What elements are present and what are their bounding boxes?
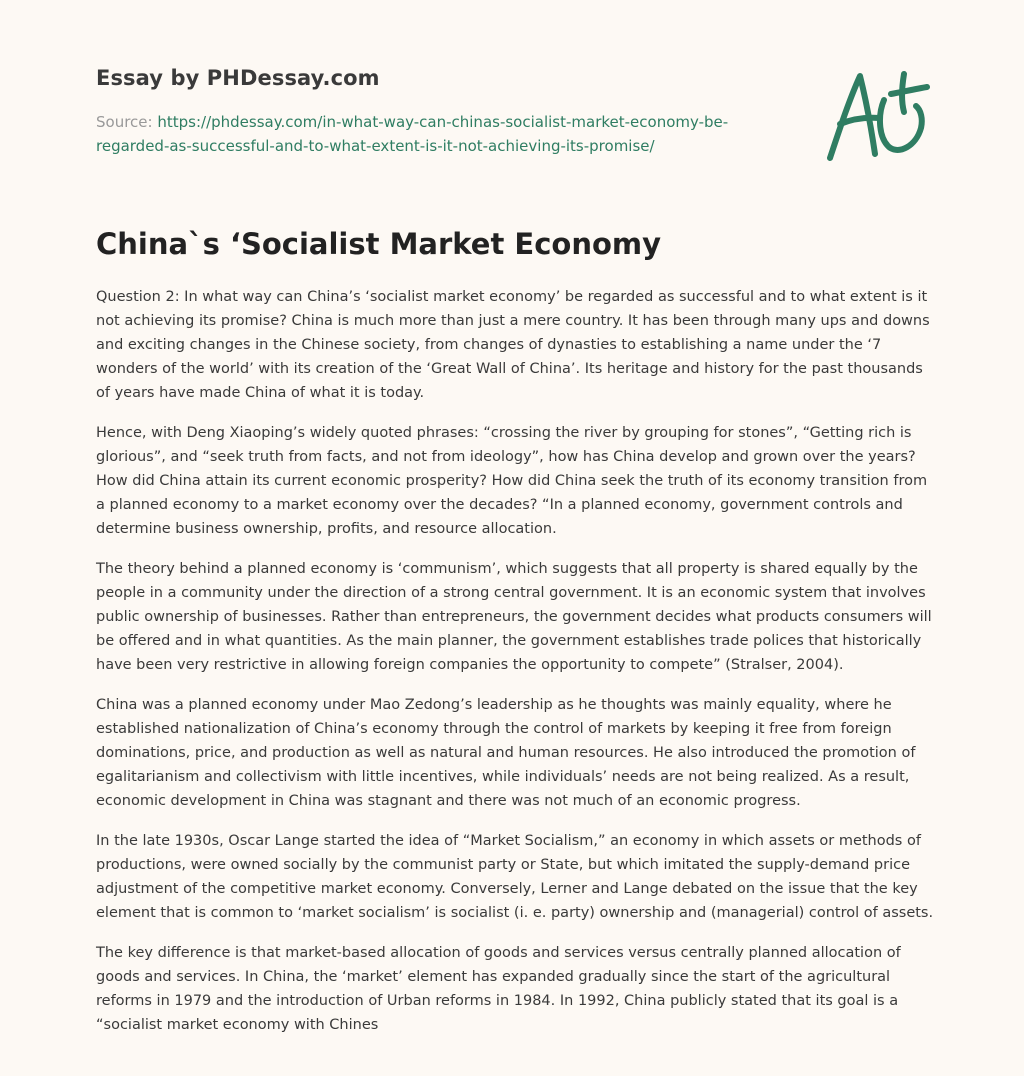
article-title: China`s ‘Socialist Market Economy — [96, 227, 662, 261]
article-paragraph: Hence, with Deng Xiaoping’s widely quoted phrases: “crossing the river by grouping for stones”, “Getting rich is glorious”, and “seek truth from facts, and not from ideology”, how has China develop and grown over the years? How did China attain its current economic prosperity? How did China seek the truth of its economy transition from a planned economy to a market economy over the decades? “In a planned economy, government controls and determine business ownership, profits, and resource allocation. — [96, 425, 928, 537]
article-paragraph: Question 2: In what way can China’s ‘socialist market economy’ be regarded as successful and to what extent is it not achieving its promise? China is much more than just a mere country. It has been through many ups and downs and exciting changes in the Chinese society, from changes of dynasties to establishing a name under the ‘7 wonders of the world’ with its creation of the ‘Great Wall of China’. Its heritage and history for the past thousands of years have made China of what it is today. — [96, 289, 930, 401]
article-paragraph: The theory behind a planned economy is ‘communism’, which suggests that all property is shared equally by the people in a community under the direction of a strong central government. It is an economic system that involves public ownership of businesses. Rather than entrepreneurs, the government decides what products consumers will be offered and in what quantities. As the main planner, the government establishes trade polices that historically have been very restrictive in allowing foreign companies the opportunity to compete” (Stralser, 2004). — [96, 561, 932, 673]
site-brand: Essay by PHDessay.com — [96, 66, 380, 90]
article-paragraph: The key difference is that market-based allocation of goods and services versus centrally planned allocation of goods and services. In China, the ‘market’ element has expanded gradually since the start of the agricultural reforms in 1979 and the introduction of Urban reforms in 1984. In 1992, China publicly stated that its goal is a “socialist market economy with Chines — [96, 945, 901, 1033]
article-paragraph: China was a planned economy under Mao Zedong’s leadership as he thoughts was mainly equality, where he established nationalization of China’s economy through the control of markets by keeping it free from foreign dominations, price, and production as well as natural and human resources. He also introduced the promotion of egalitarianism and collectivism with little incentives, while individuals’ needs are not being realized. As a result, economic development in China was stagnant and there was not much of an economic progress. — [96, 697, 916, 809]
article-paragraph: In the late 1930s, Oscar Lange started the idea of “Market Socialism,” an economy in which assets or methods of productions, were owned socially by the communist party or State, but which imitated the supply-demand price adjustment of the competitive market economy. Conversely, Lerner and Lange debated on the issue that the key element that is common to ‘market socialism’ is socialist (i. e. party) ownership and (managerial) control of assets. — [96, 833, 934, 921]
a-plus-logo — [818, 66, 930, 168]
source-label: Source: — [96, 113, 153, 131]
article-body — [96, 285, 936, 1053]
source-line — [96, 110, 796, 158]
source-link[interactable]: https://phdessay.com/in-what-way-can-chinas-socialist-market-economy-be-regarded-as-successful-and-to-what-extent-is-it-not-achieving-its-promise/ — [96, 113, 729, 155]
a-plus-logo-icon — [818, 66, 930, 168]
